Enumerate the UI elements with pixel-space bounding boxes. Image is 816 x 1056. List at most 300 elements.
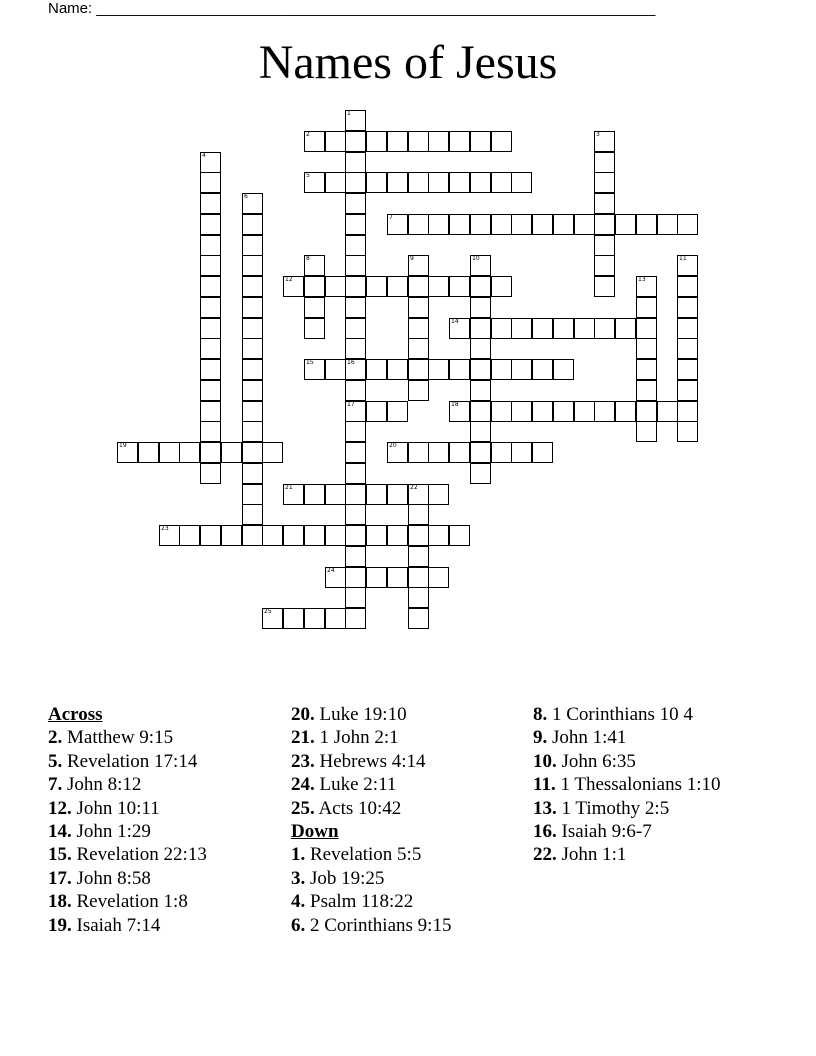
clue-number: 7 bbox=[389, 214, 393, 221]
grid-cell[interactable] bbox=[574, 401, 595, 422]
grid-cell[interactable] bbox=[345, 546, 366, 567]
grid-cell[interactable] bbox=[325, 608, 346, 629]
grid-cell[interactable] bbox=[408, 359, 429, 380]
grid-cell[interactable] bbox=[511, 401, 532, 422]
grid-cell[interactable] bbox=[345, 172, 366, 193]
clue-number: 23 bbox=[161, 525, 169, 532]
grid-cell[interactable] bbox=[408, 131, 429, 152]
grid-cell[interactable] bbox=[408, 504, 429, 525]
grid-cell[interactable] bbox=[159, 442, 180, 463]
grid-cell[interactable] bbox=[449, 318, 470, 339]
grid-cell[interactable] bbox=[636, 297, 657, 318]
grid-cell[interactable] bbox=[242, 525, 263, 546]
grid-cell[interactable] bbox=[200, 338, 221, 359]
grid-cell[interactable] bbox=[470, 338, 491, 359]
grid-cell[interactable] bbox=[200, 525, 221, 546]
clue-number: 5 bbox=[306, 172, 310, 179]
clue-reference: Revelation 1:8 bbox=[71, 891, 188, 913]
across-clue bbox=[48, 820, 283, 843]
grid-cell[interactable] bbox=[470, 172, 491, 193]
grid-cell[interactable] bbox=[221, 525, 242, 546]
grid-cell[interactable] bbox=[408, 297, 429, 318]
grid-cell[interactable] bbox=[532, 318, 553, 339]
grid-cell[interactable] bbox=[428, 442, 449, 463]
grid-cell[interactable] bbox=[200, 297, 221, 318]
grid-cell[interactable] bbox=[594, 235, 615, 256]
grid-cell[interactable] bbox=[283, 484, 304, 505]
clue-number: 16 bbox=[347, 359, 355, 366]
grid-cell[interactable] bbox=[304, 318, 325, 339]
grid-cell[interactable] bbox=[325, 131, 346, 152]
grid-cell[interactable] bbox=[345, 525, 366, 546]
grid-cell[interactable] bbox=[594, 318, 615, 339]
grid-cell[interactable] bbox=[657, 214, 678, 235]
grid-cell[interactable] bbox=[345, 131, 366, 152]
down-clue bbox=[533, 843, 763, 866]
across-clue bbox=[48, 797, 283, 820]
grid-cell[interactable] bbox=[511, 214, 532, 235]
grid-cell[interactable] bbox=[408, 442, 429, 463]
clue-number: 6 bbox=[244, 193, 248, 200]
grid-cell[interactable] bbox=[200, 380, 221, 401]
clue-number: 2 bbox=[306, 131, 310, 138]
clue-number-label: 5. bbox=[48, 750, 63, 772]
page-title: Names of Jesus bbox=[258, 36, 558, 89]
grid-cell[interactable] bbox=[677, 359, 698, 380]
grid-cell[interactable] bbox=[345, 214, 366, 235]
clue-number-label: 9. bbox=[533, 727, 548, 749]
clue-number-label: 16. bbox=[533, 821, 557, 843]
grid-cell[interactable] bbox=[408, 567, 429, 588]
grid-cell[interactable] bbox=[636, 276, 657, 297]
clue-number-label: 14. bbox=[48, 821, 72, 843]
clue-number: 18 bbox=[451, 401, 459, 408]
grid-cell[interactable] bbox=[179, 442, 200, 463]
grid-cell[interactable] bbox=[677, 297, 698, 318]
grid-cell[interactable] bbox=[470, 380, 491, 401]
clue-reference: Acts 10:42 bbox=[314, 797, 402, 819]
grid-cell[interactable] bbox=[242, 318, 263, 339]
name-field-label: Name: ___________________________________________________________________ bbox=[48, 0, 656, 17]
grid-cell[interactable] bbox=[594, 255, 615, 276]
clue-number-label: 15. bbox=[48, 844, 72, 866]
grid-cell[interactable] bbox=[677, 214, 698, 235]
grid-cell[interactable] bbox=[449, 401, 470, 422]
grid-cell[interactable] bbox=[449, 359, 470, 380]
grid-cell[interactable] bbox=[491, 318, 512, 339]
grid-cell[interactable] bbox=[532, 359, 553, 380]
grid-cell[interactable] bbox=[449, 172, 470, 193]
grid-cell[interactable] bbox=[304, 297, 325, 318]
grid-cell[interactable] bbox=[242, 235, 263, 256]
across-clue bbox=[48, 890, 283, 913]
clue-number: 20 bbox=[389, 442, 397, 449]
grid-cell[interactable] bbox=[532, 401, 553, 422]
grid-cell[interactable] bbox=[636, 359, 657, 380]
grid-cell[interactable] bbox=[345, 463, 366, 484]
grid-cell[interactable] bbox=[511, 172, 532, 193]
grid-cell[interactable] bbox=[345, 318, 366, 339]
clue-reference: Isaiah 9:6-7 bbox=[556, 821, 652, 843]
grid-cell[interactable] bbox=[594, 214, 615, 235]
grid-cell[interactable] bbox=[304, 276, 325, 297]
grid-cell[interactable] bbox=[200, 359, 221, 380]
grid-cell[interactable] bbox=[283, 276, 304, 297]
grid-cell[interactable] bbox=[408, 608, 429, 629]
grid-cell[interactable] bbox=[242, 380, 263, 401]
grid-cell[interactable] bbox=[491, 276, 512, 297]
grid-cell[interactable] bbox=[325, 276, 346, 297]
clue-number: 15 bbox=[306, 359, 314, 366]
grid-cell[interactable] bbox=[677, 421, 698, 442]
grid-cell[interactable] bbox=[408, 338, 429, 359]
clue-number: 11 bbox=[679, 255, 687, 262]
grid-cell[interactable] bbox=[387, 172, 408, 193]
grid-cell[interactable] bbox=[491, 172, 512, 193]
grid-cell[interactable] bbox=[221, 442, 242, 463]
grid-cell[interactable] bbox=[304, 608, 325, 629]
grid-cell[interactable] bbox=[242, 338, 263, 359]
grid-cell[interactable] bbox=[594, 152, 615, 173]
grid-cell[interactable] bbox=[200, 255, 221, 276]
grid-cell[interactable] bbox=[159, 525, 180, 546]
clue-number-label: 3. bbox=[291, 867, 306, 889]
clue-reference: John 1:1 bbox=[556, 844, 627, 866]
across-clue bbox=[48, 726, 283, 749]
grid-cell[interactable] bbox=[304, 131, 325, 152]
clue-number-label: 6. bbox=[291, 914, 306, 936]
clue-reference: Revelation 22:13 bbox=[71, 844, 207, 866]
down-clue bbox=[533, 703, 763, 726]
grid-cell[interactable] bbox=[200, 235, 221, 256]
grid-cell[interactable] bbox=[594, 131, 615, 152]
down-clue bbox=[291, 843, 526, 866]
grid-cell[interactable] bbox=[345, 567, 366, 588]
across-clue bbox=[291, 797, 526, 820]
grid-cell[interactable] bbox=[408, 484, 429, 505]
grid-cell[interactable] bbox=[325, 172, 346, 193]
clue-number: 19 bbox=[119, 442, 127, 449]
grid-cell[interactable] bbox=[325, 359, 346, 380]
across-clue bbox=[48, 867, 283, 890]
grid-cell[interactable] bbox=[408, 546, 429, 567]
grid-cell[interactable] bbox=[491, 401, 512, 422]
grid-cell[interactable] bbox=[366, 131, 387, 152]
grid-cell[interactable] bbox=[470, 276, 491, 297]
grid-cell[interactable] bbox=[200, 421, 221, 442]
clue-column-2 bbox=[291, 703, 526, 937]
grid-cell[interactable] bbox=[242, 297, 263, 318]
grid-cell[interactable] bbox=[470, 318, 491, 339]
grid-cell[interactable] bbox=[345, 193, 366, 214]
grid-cell[interactable] bbox=[677, 401, 698, 422]
grid-cell[interactable] bbox=[491, 442, 512, 463]
grid-cell[interactable] bbox=[615, 401, 636, 422]
grid-cell[interactable] bbox=[574, 318, 595, 339]
grid-cell[interactable] bbox=[200, 318, 221, 339]
grid-cell[interactable] bbox=[470, 421, 491, 442]
grid-cell[interactable] bbox=[242, 463, 263, 484]
grid-cell[interactable] bbox=[677, 255, 698, 276]
grid-cell[interactable] bbox=[345, 255, 366, 276]
grid-cell[interactable] bbox=[304, 255, 325, 276]
clue-reference: 2 Corinthians 9:15 bbox=[305, 914, 452, 936]
grid-cell[interactable] bbox=[242, 442, 263, 463]
grid-cell[interactable] bbox=[532, 442, 553, 463]
grid-cell[interactable] bbox=[387, 131, 408, 152]
grid-cell[interactable] bbox=[428, 131, 449, 152]
grid-cell[interactable] bbox=[345, 235, 366, 256]
grid-cell[interactable] bbox=[636, 214, 657, 235]
grid-cell[interactable] bbox=[242, 255, 263, 276]
grid-cell[interactable] bbox=[345, 484, 366, 505]
grid-cell[interactable] bbox=[532, 214, 553, 235]
grid-cell[interactable] bbox=[636, 421, 657, 442]
clue-number: 4 bbox=[202, 152, 206, 159]
grid-cell[interactable] bbox=[470, 131, 491, 152]
grid-cell[interactable] bbox=[345, 608, 366, 629]
clue-number-label: 2. bbox=[48, 727, 63, 749]
clue-reference: Revelation 5:5 bbox=[305, 844, 422, 866]
grid-cell[interactable] bbox=[345, 587, 366, 608]
grid-cell[interactable] bbox=[511, 359, 532, 380]
clue-number: 13 bbox=[638, 276, 646, 283]
grid-cell[interactable] bbox=[615, 318, 636, 339]
across-clue bbox=[48, 914, 283, 937]
grid-cell[interactable] bbox=[408, 255, 429, 276]
clue-number-label: 10. bbox=[533, 750, 557, 772]
grid-cell[interactable] bbox=[117, 442, 138, 463]
grid-cell[interactable] bbox=[200, 276, 221, 297]
grid-cell[interactable] bbox=[387, 214, 408, 235]
grid-cell[interactable] bbox=[345, 401, 366, 422]
grid-cell[interactable] bbox=[345, 380, 366, 401]
clue-number: 12 bbox=[285, 276, 293, 283]
grid-cell[interactable] bbox=[366, 484, 387, 505]
clue-column-3 bbox=[533, 703, 763, 867]
grid-cell[interactable] bbox=[283, 525, 304, 546]
across-clue bbox=[291, 773, 526, 796]
grid-cell[interactable] bbox=[594, 276, 615, 297]
clue-reference: Psalm 118:22 bbox=[305, 891, 414, 913]
grid-cell[interactable] bbox=[657, 401, 678, 422]
grid-cell[interactable] bbox=[408, 587, 429, 608]
grid-cell[interactable] bbox=[200, 214, 221, 235]
grid-cell[interactable] bbox=[491, 359, 512, 380]
across-clue bbox=[48, 843, 283, 866]
grid-cell[interactable] bbox=[511, 318, 532, 339]
clue-number: 1 bbox=[347, 110, 351, 117]
grid-cell[interactable] bbox=[387, 359, 408, 380]
grid-cell[interactable] bbox=[408, 214, 429, 235]
grid-cell[interactable] bbox=[677, 338, 698, 359]
grid-cell[interactable] bbox=[449, 276, 470, 297]
grid-cell[interactable] bbox=[345, 421, 366, 442]
grid-cell[interactable] bbox=[470, 214, 491, 235]
grid-cell[interactable] bbox=[428, 276, 449, 297]
grid-cell[interactable] bbox=[428, 484, 449, 505]
clue-reference: Luke 2:11 bbox=[314, 774, 397, 796]
grid-cell[interactable] bbox=[242, 193, 263, 214]
grid-cell[interactable] bbox=[242, 401, 263, 422]
across-clue bbox=[48, 773, 283, 796]
grid-cell[interactable] bbox=[491, 131, 512, 152]
grid-cell[interactable] bbox=[470, 359, 491, 380]
grid-cell[interactable] bbox=[325, 525, 346, 546]
clue-number: 17 bbox=[347, 401, 355, 408]
grid-cell[interactable] bbox=[304, 359, 325, 380]
grid-cell[interactable] bbox=[636, 380, 657, 401]
grid-cell[interactable] bbox=[200, 401, 221, 422]
clue-number: 22 bbox=[410, 484, 418, 491]
grid-cell[interactable] bbox=[470, 401, 491, 422]
grid-cell[interactable] bbox=[574, 214, 595, 235]
grid-cell[interactable] bbox=[387, 401, 408, 422]
clue-reference: 1 Thessalonians 1:10 bbox=[555, 774, 721, 796]
grid-cell[interactable] bbox=[470, 442, 491, 463]
clue-reference: 1 Corinthians 10 4 bbox=[547, 704, 693, 725]
grid-cell[interactable] bbox=[366, 401, 387, 422]
grid-cell[interactable] bbox=[636, 338, 657, 359]
grid-cell[interactable] bbox=[636, 318, 657, 339]
grid-cell[interactable] bbox=[345, 442, 366, 463]
clue-reference: 1 Timothy 2:5 bbox=[556, 797, 670, 819]
clue-number: 9 bbox=[410, 255, 414, 262]
grid-cell[interactable] bbox=[428, 214, 449, 235]
grid-cell[interactable] bbox=[387, 276, 408, 297]
grid-cell[interactable] bbox=[345, 338, 366, 359]
grid-cell[interactable] bbox=[200, 463, 221, 484]
grid-cell[interactable] bbox=[553, 318, 574, 339]
grid-cell[interactable] bbox=[553, 214, 574, 235]
grid-cell[interactable] bbox=[200, 193, 221, 214]
grid-cell[interactable] bbox=[304, 172, 325, 193]
grid-cell[interactable] bbox=[179, 525, 200, 546]
across-clue bbox=[291, 750, 526, 773]
grid-cell[interactable] bbox=[366, 567, 387, 588]
grid-cell[interactable] bbox=[138, 442, 159, 463]
down-clue bbox=[533, 820, 763, 843]
grid-cell[interactable] bbox=[553, 359, 574, 380]
grid-cell[interactable] bbox=[304, 484, 325, 505]
clue-number: 14 bbox=[451, 318, 459, 325]
grid-cell[interactable] bbox=[408, 276, 429, 297]
grid-cell[interactable] bbox=[636, 401, 657, 422]
grid-cell[interactable] bbox=[408, 318, 429, 339]
grid-cell[interactable] bbox=[345, 276, 366, 297]
grid-cell[interactable] bbox=[200, 442, 221, 463]
grid-cell[interactable] bbox=[345, 152, 366, 173]
grid-cell[interactable] bbox=[594, 172, 615, 193]
grid-cell[interactable] bbox=[408, 525, 429, 546]
grid-cell[interactable] bbox=[387, 442, 408, 463]
grid-cell[interactable] bbox=[470, 255, 491, 276]
grid-cell[interactable] bbox=[491, 214, 512, 235]
across-clue bbox=[48, 750, 283, 773]
across-clue bbox=[291, 703, 526, 726]
grid-cell[interactable] bbox=[200, 172, 221, 193]
grid-cell[interactable] bbox=[594, 401, 615, 422]
clue-reference: Revelation 17:14 bbox=[62, 750, 198, 772]
grid-cell[interactable] bbox=[408, 172, 429, 193]
grid-cell[interactable] bbox=[366, 359, 387, 380]
clue-number-label: 12. bbox=[48, 797, 72, 819]
grid-cell[interactable] bbox=[242, 484, 263, 505]
grid-cell[interactable] bbox=[408, 380, 429, 401]
grid-cell[interactable] bbox=[449, 525, 470, 546]
clue-number-label: 21. bbox=[291, 727, 315, 749]
grid-cell[interactable] bbox=[242, 276, 263, 297]
grid-cell[interactable] bbox=[511, 442, 532, 463]
grid-cell[interactable] bbox=[428, 359, 449, 380]
clue-number-label: 19. bbox=[48, 914, 72, 936]
grid-cell[interactable] bbox=[304, 525, 325, 546]
grid-cell[interactable] bbox=[345, 504, 366, 525]
grid-cell[interactable] bbox=[553, 401, 574, 422]
grid-cell[interactable] bbox=[594, 193, 615, 214]
grid-cell[interactable] bbox=[449, 131, 470, 152]
clue-column-1 bbox=[48, 703, 283, 937]
grid-cell[interactable] bbox=[428, 525, 449, 546]
grid-cell[interactable] bbox=[262, 525, 283, 546]
grid-cell[interactable] bbox=[428, 567, 449, 588]
clue-number-label: 11. bbox=[533, 774, 556, 796]
grid-cell[interactable] bbox=[262, 442, 283, 463]
grid-cell[interactable] bbox=[325, 567, 346, 588]
grid-cell[interactable] bbox=[345, 110, 366, 131]
grid-cell[interactable] bbox=[449, 214, 470, 235]
clue-reference: Matthew 9:15 bbox=[62, 727, 174, 749]
grid-cell[interactable] bbox=[615, 214, 636, 235]
grid-cell[interactable] bbox=[677, 380, 698, 401]
grid-cell[interactable] bbox=[242, 504, 263, 525]
grid-cell[interactable] bbox=[387, 525, 408, 546]
clue-number-label: 22. bbox=[533, 844, 557, 866]
clue-number-label: 4. bbox=[291, 891, 306, 913]
grid-cell[interactable] bbox=[325, 484, 346, 505]
across-clue bbox=[291, 726, 526, 749]
grid-cell[interactable] bbox=[262, 608, 283, 629]
grid-cell[interactable] bbox=[677, 276, 698, 297]
grid-cell[interactable] bbox=[366, 276, 387, 297]
grid-cell[interactable] bbox=[242, 421, 263, 442]
grid-cell[interactable] bbox=[242, 214, 263, 235]
grid-cell[interactable] bbox=[387, 567, 408, 588]
clue-number-label: 17. bbox=[48, 867, 72, 889]
clue-number-label: 8. bbox=[533, 704, 548, 725]
grid-cell[interactable] bbox=[449, 442, 470, 463]
grid-cell[interactable] bbox=[200, 152, 221, 173]
down-clue bbox=[291, 914, 526, 937]
grid-cell[interactable] bbox=[345, 359, 366, 380]
clue-number-label: 23. bbox=[291, 750, 315, 772]
grid-cell[interactable] bbox=[366, 525, 387, 546]
clue-number: 21 bbox=[285, 484, 293, 491]
grid-cell[interactable] bbox=[387, 484, 408, 505]
grid-cell[interactable] bbox=[677, 318, 698, 339]
grid-cell[interactable] bbox=[470, 297, 491, 318]
grid-cell[interactable] bbox=[470, 463, 491, 484]
grid-cell[interactable] bbox=[283, 608, 304, 629]
clue-number: 25 bbox=[264, 608, 272, 615]
clue-number: 10 bbox=[472, 255, 480, 262]
grid-cell[interactable] bbox=[242, 359, 263, 380]
down-clue bbox=[291, 890, 526, 913]
clue-reference: John 1:41 bbox=[547, 727, 627, 749]
grid-cell[interactable] bbox=[366, 172, 387, 193]
grid-cell[interactable] bbox=[345, 297, 366, 318]
grid-cell[interactable] bbox=[428, 172, 449, 193]
